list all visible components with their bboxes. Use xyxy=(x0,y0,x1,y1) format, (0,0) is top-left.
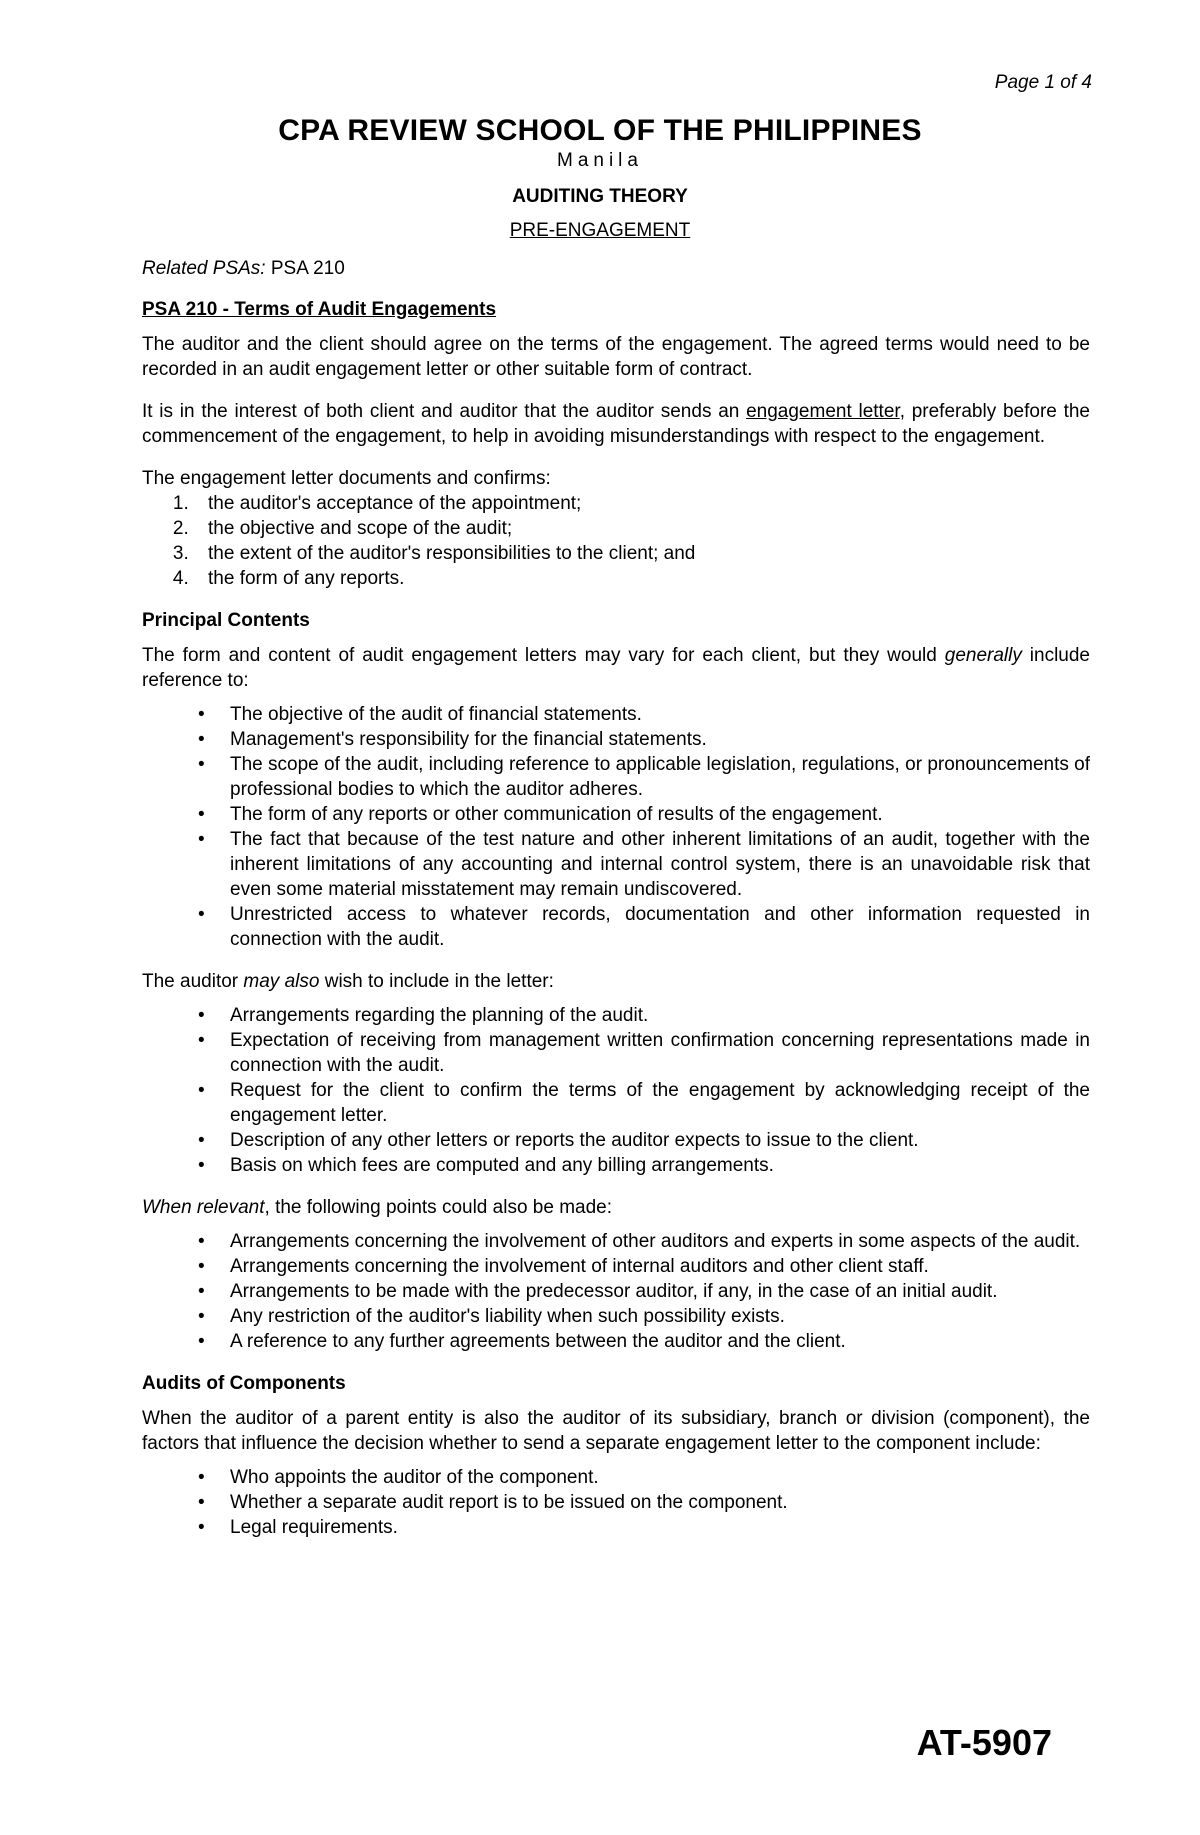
principal-item: • The objective of the audit of financial statements. xyxy=(142,702,1090,727)
psa210-paragraph-3: The engagement letter documents and confirms: xyxy=(142,468,551,489)
relevant-item: • Any restriction of the auditor's liability when such possibility exists. xyxy=(142,1304,1090,1329)
confirms-item: 3. the extent of the auditor's responsibilities to the client; and xyxy=(194,541,1090,566)
also-item: • Basis on which fees are computed and any billing arrangements. xyxy=(142,1153,1090,1178)
page-number: Page 1 of 4 xyxy=(994,72,1092,93)
components-heading: Audits of Components xyxy=(142,1373,346,1394)
related-value: PSA 210 xyxy=(270,258,345,279)
psa210-paragraph-2 xyxy=(142,399,1090,449)
principal-intro xyxy=(142,643,1090,693)
principal-intro-before: The form and content of audit engagement letters may vary for each client, but they would xyxy=(142,645,945,666)
subject-title: AUDITING THEORY xyxy=(512,186,688,207)
related-label: Related PSAs: xyxy=(142,258,266,279)
relevant-after: , the following points could also be made: xyxy=(264,1197,613,1218)
confirms-list xyxy=(142,491,1090,591)
also-item: • Arrangements regarding the planning of the audit. xyxy=(142,1003,1090,1028)
relevant-item: • Arrangements to be made with the predecessor auditor, if any, in the case of an initial audit. xyxy=(142,1279,1090,1304)
engagement-letter-term: engagement letter xyxy=(746,401,900,422)
components-item: • Legal requirements. xyxy=(142,1515,1090,1540)
confirms-item: 4. the form of any reports. xyxy=(194,566,1090,591)
principal-item: • The form of any reports or other communication of results of the engagement. xyxy=(142,802,1090,827)
p2-after: , preferably before the commencement of the engagement, to help in avoiding misunderstandings with respect to the engagement. xyxy=(142,401,1090,447)
document-code: AT-5907 xyxy=(916,1722,1052,1763)
components-item: • Whether a separate audit report is to be issued on the component. xyxy=(142,1490,1090,1515)
also-list xyxy=(142,1003,1090,1178)
components-item: • Who appoints the auditor of the component. xyxy=(142,1465,1090,1490)
school-city: Manila xyxy=(557,150,643,171)
relevant-item: • A reference to any further agreements between the auditor and the client. xyxy=(142,1329,1090,1354)
p2-before: It is in the interest of both client and auditor that the auditor sends an xyxy=(142,401,747,422)
document-body xyxy=(142,256,1090,1557)
psa210-paragraph-1: The auditor and the client should agree on the terms of the engagement. The agreed terms would need to be recorded in an audit engagement letter or other suitable form of contract. xyxy=(142,334,1090,380)
relevant-item: • Arrangements concerning the involvement of other auditors and experts in some aspects of the audit. xyxy=(142,1229,1090,1254)
also-item: • Request for the client to confirm the terms of the engagement by acknowledging receipt of the engagement letter. xyxy=(142,1078,1090,1128)
school-title: CPA REVIEW SCHOOL OF THE PHILIPPINES xyxy=(278,114,922,147)
principal-item: • Unrestricted access to whatever records, documentation and other information requested in connection with the audit. xyxy=(142,902,1090,952)
principal-list xyxy=(142,702,1090,952)
confirms-item: 1. the auditor's acceptance of the appointment; xyxy=(194,491,1090,516)
also-before: The auditor xyxy=(142,971,244,992)
also-item: • Description of any other letters or reports the auditor expects to issue to the client. xyxy=(142,1128,1090,1153)
also-intro xyxy=(142,969,1090,994)
principal-intro-em: generally xyxy=(944,645,1022,666)
principal-heading: Principal Contents xyxy=(142,610,310,631)
related-psas xyxy=(142,256,1090,281)
principal-item: • The scope of the audit, including reference to applicable legislation, regulations, or pronouncements of professional bodies to which the auditor adheres. xyxy=(142,752,1090,802)
confirms-item: 2. the objective and scope of the audit; xyxy=(194,516,1090,541)
also-after: wish to include in the letter: xyxy=(319,971,554,992)
also-em: may also xyxy=(243,971,320,992)
also-item: • Expectation of receiving from management written confirmation concerning representations made in connection with the audit. xyxy=(142,1028,1090,1078)
relevant-item: • Arrangements concerning the involvement of internal auditors and other client staff. xyxy=(142,1254,1090,1279)
relevant-intro xyxy=(142,1195,1090,1220)
relevant-list xyxy=(142,1229,1090,1354)
topic-title: PRE-ENGAGEMENT xyxy=(509,220,691,241)
principal-intro-after: include reference to: xyxy=(142,645,1090,691)
principal-item: • The fact that because of the test nature and other inherent limitations of an audit, together with the inherent limitations of any accounting and internal control system, there is an unavoidable risk that even some material misstatement may remain undiscovered. xyxy=(142,827,1090,902)
relevant-em: When relevant xyxy=(142,1197,265,1218)
components-intro: When the auditor of a parent entity is also the auditor of its subsidiary, branch or division (component), the factors that influence the decision whether to send a separate engagement letter to the component include: xyxy=(142,1408,1090,1454)
components-list xyxy=(142,1465,1090,1540)
principal-item: • Management's responsibility for the financial statements. xyxy=(142,727,1090,752)
psa210-heading: PSA 210 - Terms of Audit Engagements xyxy=(142,299,497,320)
